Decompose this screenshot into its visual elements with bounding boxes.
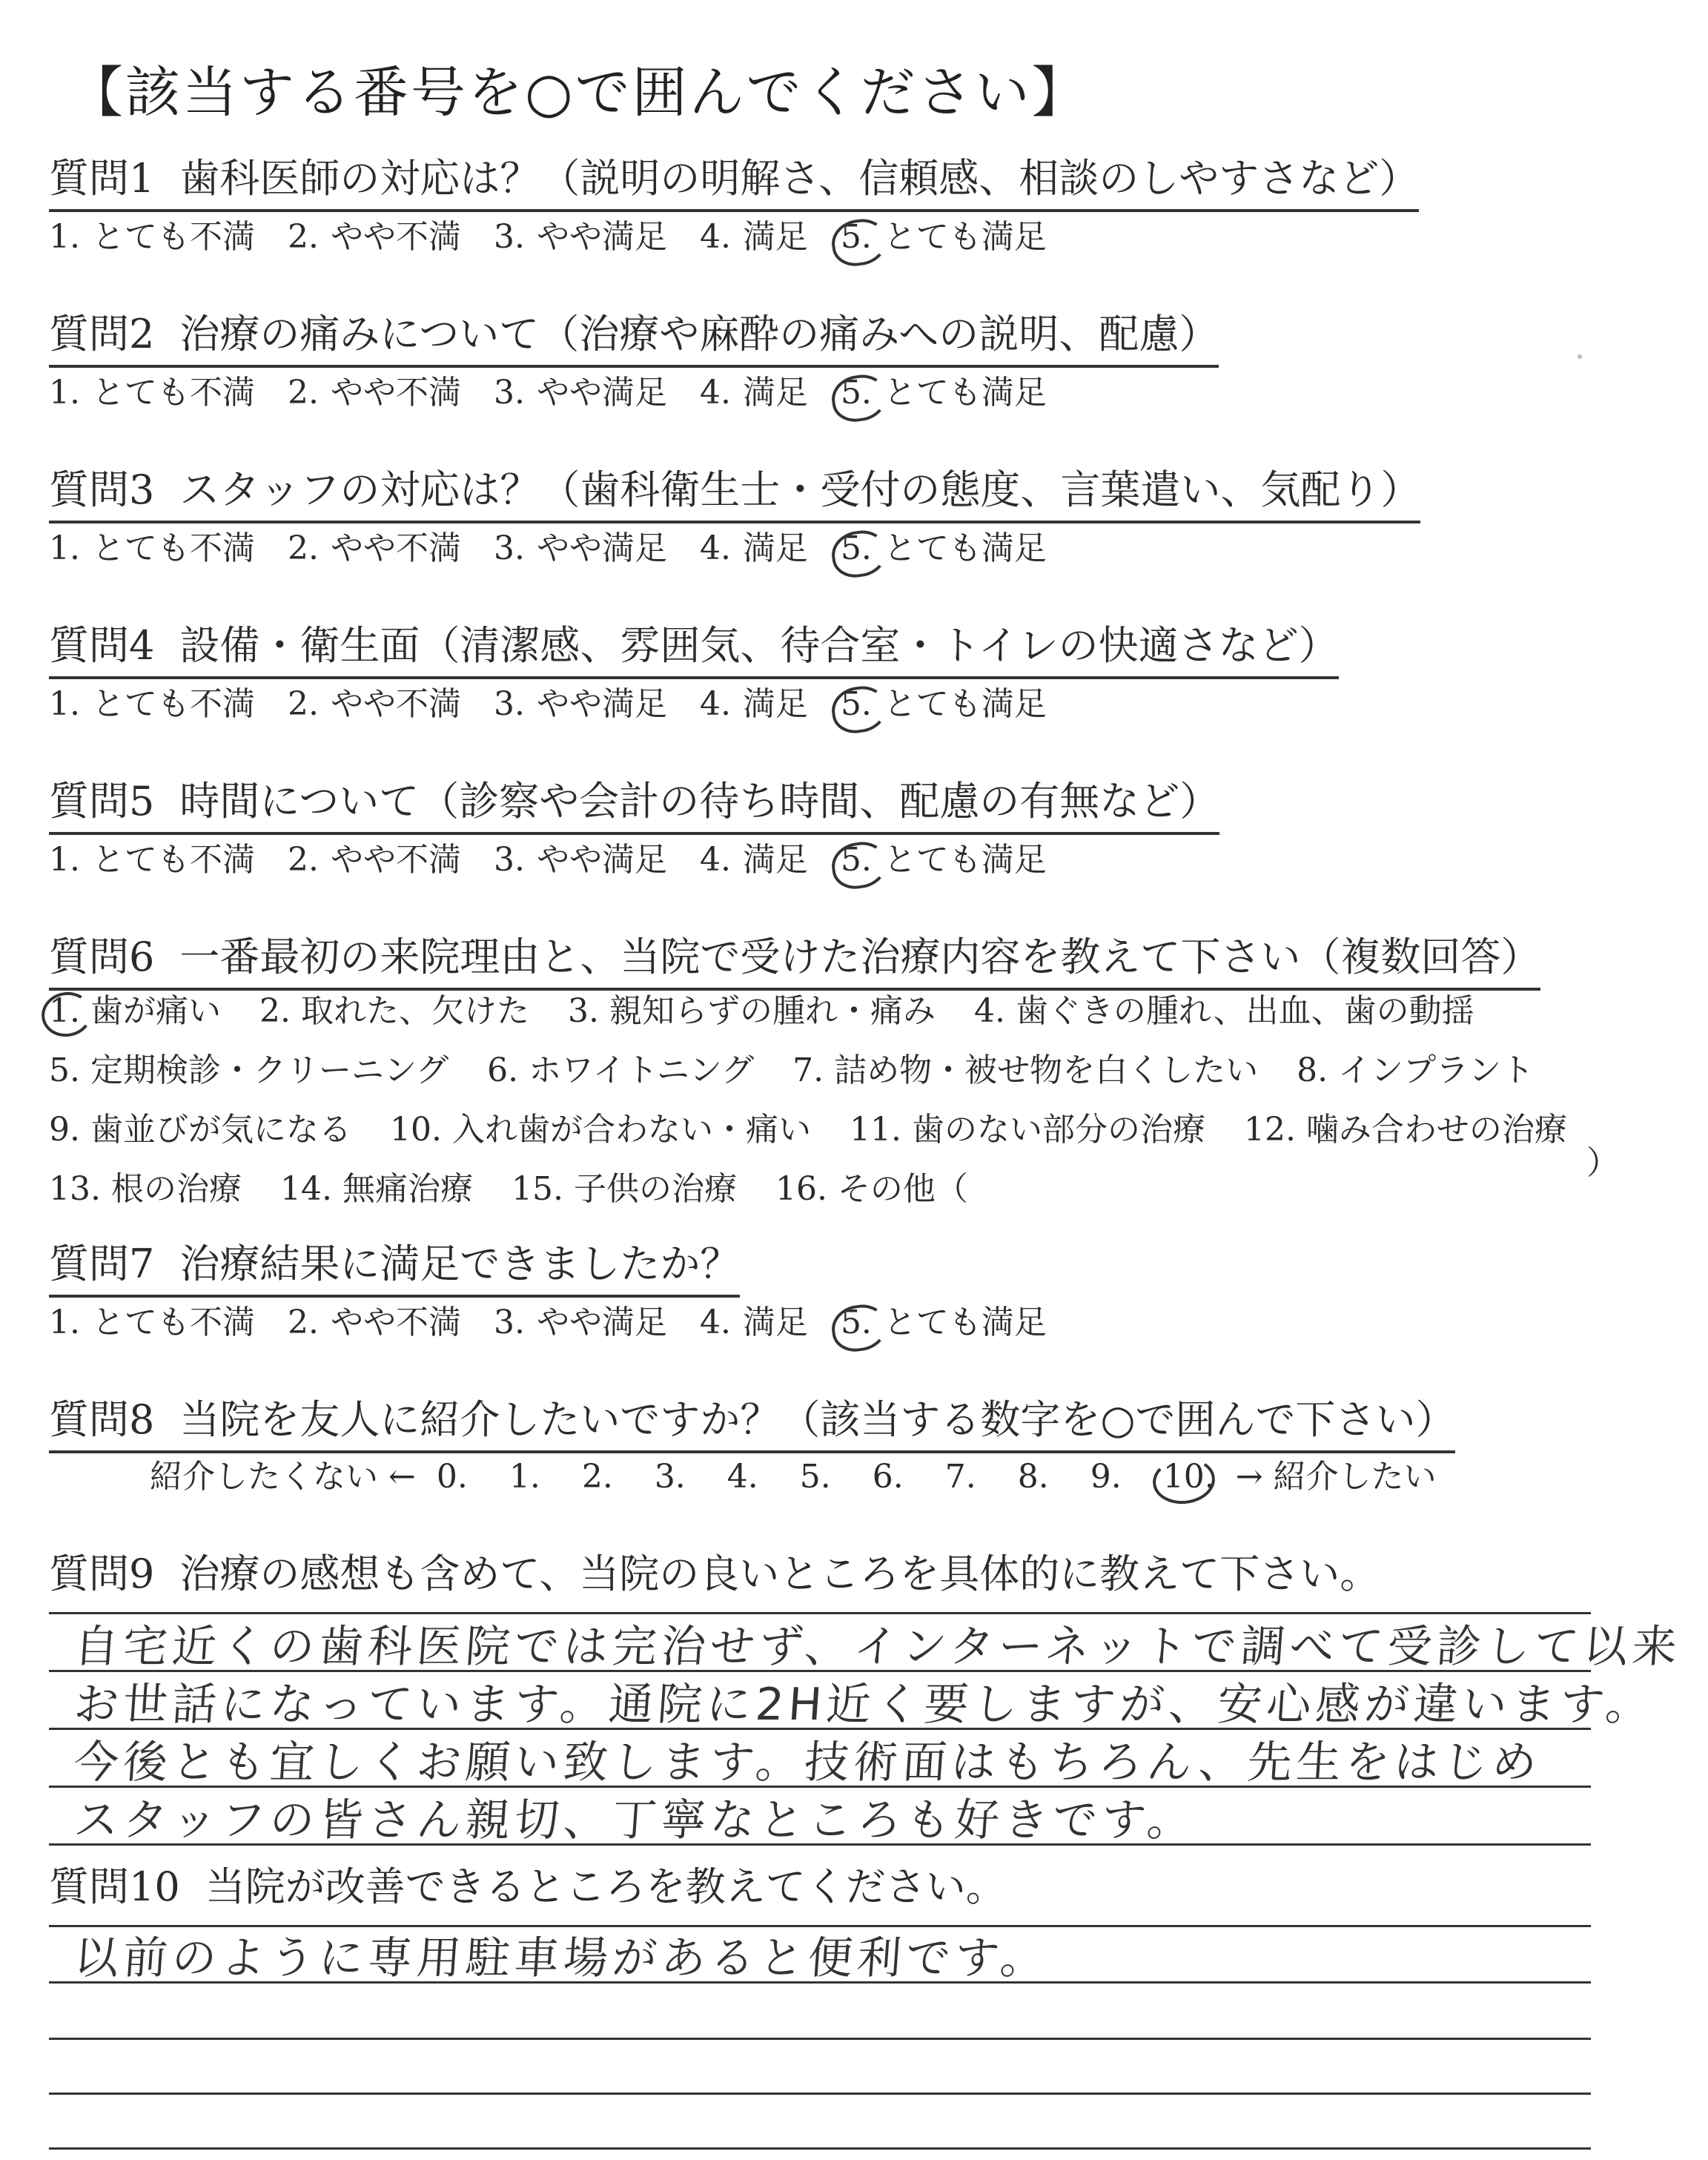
q6-row — [49, 989, 1513, 1034]
option-number: 2. — [287, 841, 319, 879]
q6-option[interactable] — [49, 1048, 448, 1093]
rating-option-2[interactable] — [288, 526, 461, 571]
question-text: 設備・衛生面（清潔感、雰囲気、待合室・トイレの快適さなど） — [179, 622, 1339, 669]
option-label: とても不満 — [91, 529, 255, 567]
scan-dot — [1578, 354, 1582, 359]
option-number: 2. — [287, 218, 319, 256]
option-label: 親知らずの腫れ・痛み — [609, 992, 936, 1030]
option-number: 14. — [279, 1170, 332, 1208]
rating-option-1[interactable] — [49, 682, 255, 727]
rating-option-2[interactable] — [288, 215, 461, 260]
option-number: 1. — [49, 1304, 80, 1341]
option-number: 2. — [287, 529, 319, 567]
question-4-heading — [49, 621, 1339, 679]
recommend-scale — [150, 1455, 1437, 1499]
option-number: 13. — [49, 1170, 101, 1208]
question-text: 一番最初の来院理由と、当院で受けた治療内容を教えて下さい（複数回答） — [179, 934, 1541, 980]
recommend-number[interactable]: 10. — [1163, 1455, 1215, 1499]
option-label: 無痛治療 — [342, 1170, 473, 1208]
q6-option[interactable] — [775, 1167, 968, 1212]
question-number: 質問8 — [49, 1396, 155, 1443]
q6-option[interactable] — [49, 989, 221, 1034]
option-label: 満足 — [742, 1304, 808, 1341]
option-label: とても満足 — [883, 1304, 1047, 1341]
option-label: 入れ歯が合わない・痛い — [451, 1111, 811, 1149]
rating-option-3[interactable] — [494, 682, 667, 727]
rating-option-4[interactable] — [700, 1301, 808, 1345]
question-text: 時間について（診察や会計の待ち時間、配慮の有無など） — [179, 778, 1220, 825]
option-number: 5. — [840, 529, 872, 567]
q6-option[interactable] — [568, 989, 936, 1034]
rating-option-3[interactable] — [494, 526, 667, 571]
rating-option-3[interactable] — [494, 371, 667, 415]
question-text: 治療の感想も含めて、当院の良いところを具体的に教えて下さい。 — [179, 1550, 1380, 1597]
option-number: 5. — [840, 374, 872, 412]
option-number: 5. — [840, 218, 872, 256]
option-label: やや不満 — [330, 841, 461, 879]
question-10-heading — [49, 1863, 1006, 1918]
option-label: やや満足 — [536, 1304, 667, 1341]
option-label: やや不満 — [330, 529, 461, 567]
option-label: とても不満 — [91, 218, 255, 256]
page-title: 【該当する番号を○で囲んでください】 — [68, 61, 1089, 125]
rating-option-4[interactable] — [700, 682, 808, 727]
q6-option[interactable] — [49, 1108, 351, 1152]
question-number: 質問5 — [49, 778, 155, 825]
question-number: 質問7 — [49, 1241, 155, 1287]
option-label: やや満足 — [536, 841, 667, 879]
rating-option-1[interactable] — [49, 215, 255, 260]
question-9-heading — [49, 1550, 1380, 1605]
rating-option-3[interactable] — [494, 1301, 667, 1345]
answer-line — [49, 1612, 1591, 1614]
q6-option[interactable] — [1244, 1108, 1567, 1152]
rating-scale-7 — [49, 1301, 1079, 1345]
recommend-number[interactable]: 9. — [1090, 1458, 1122, 1496]
rating-option-1[interactable] — [49, 371, 255, 415]
question-number: 質問3 — [49, 466, 155, 513]
recommend-number[interactable]: 1. — [509, 1458, 540, 1496]
option-number: 10. — [389, 1111, 442, 1149]
rating-option-4[interactable] — [700, 215, 808, 260]
q9-answer-line: 今後とも宜しくお願い致します。技術面はもちろん、先生をはじめ — [72, 1737, 1543, 1789]
question-5-heading — [49, 777, 1219, 835]
q9-answer-line: 自宅近くの歯科医院では完治せず、インターネットで調べて受診して以来 — [72, 1621, 1684, 1673]
rating-option-2[interactable] — [288, 838, 461, 882]
option-label: やや不満 — [330, 685, 461, 723]
answer-line — [49, 2093, 1591, 2095]
question-3-heading — [49, 466, 1420, 524]
option-number: 1. — [49, 841, 80, 879]
question-number: 質問10 — [49, 1863, 180, 1910]
option-number: 7. — [792, 1051, 824, 1089]
rating-option-4[interactable] — [700, 838, 808, 882]
option-number: 9. — [49, 1111, 80, 1149]
question-8-heading — [49, 1396, 1455, 1453]
option-number: 2. — [287, 374, 319, 412]
option-label: とても不満 — [91, 841, 255, 879]
rating-option-1[interactable] — [49, 526, 255, 571]
question-number: 質問2 — [49, 311, 155, 357]
rating-scale-5 — [49, 838, 1079, 882]
rating-option-3[interactable] — [494, 215, 667, 260]
option-number: 4. — [699, 374, 731, 412]
option-label: とても不満 — [91, 374, 255, 412]
answer-line — [49, 2038, 1591, 2040]
option-number: 2. — [287, 1304, 319, 1341]
option-label: 定期検診・クリーニング — [90, 1051, 449, 1089]
option-number: 4. — [699, 1304, 731, 1341]
option-label: 子供の治療 — [573, 1170, 737, 1208]
rating-option-2[interactable] — [288, 682, 461, 727]
question-number: 質問1 — [49, 155, 155, 202]
option-label: その他（ — [837, 1170, 968, 1208]
option-label: 歯ぐきの腫れ、出血、歯の動揺 — [1015, 992, 1474, 1030]
option-number: 5. — [840, 685, 872, 723]
rating-option-5[interactable] — [841, 1301, 1047, 1345]
option-label: 噛み合わせの治療 — [1305, 1111, 1567, 1149]
question-text: 治療の痛みについて（治療や麻酔の痛みへの説明、配慮） — [179, 311, 1219, 357]
option-number: 3. — [493, 841, 525, 879]
rating-scale-1 — [49, 215, 1079, 260]
rating-option-5[interactable] — [841, 838, 1047, 882]
option-label: とても不満 — [91, 1304, 255, 1341]
option-label: 根の治療 — [110, 1170, 242, 1208]
option-number: 3. — [493, 685, 525, 723]
option-number: 5. — [840, 1304, 872, 1341]
q10-answer-line: 以前のように専用駐車場があると便利です。 — [72, 1932, 1051, 1984]
option-label: 満足 — [742, 841, 808, 879]
option-number: 4. — [699, 685, 731, 723]
question-number: 質問9 — [49, 1550, 155, 1597]
rating-scale-2 — [49, 371, 1079, 415]
rating-option-4[interactable] — [700, 371, 808, 415]
question-number: 質問4 — [49, 622, 155, 669]
option-label: やや満足 — [536, 218, 667, 256]
rating-option-2[interactable] — [288, 371, 461, 415]
rating-scale-4 — [49, 682, 1079, 727]
q6-row — [49, 1167, 1007, 1212]
option-number: 2. — [287, 685, 319, 723]
option-label: とても満足 — [883, 218, 1047, 256]
question-text: スタッフの対応は？（歯科衛生士・受付の態度、言葉遣い、気配り） — [179, 466, 1421, 513]
rating-option-4[interactable] — [700, 526, 808, 571]
answer-line — [49, 2147, 1591, 2150]
option-label: とても満足 — [883, 685, 1047, 723]
option-label: 歯のない部分の治療 — [911, 1111, 1205, 1149]
option-number: 1. — [49, 529, 80, 567]
option-number: 5. — [49, 1051, 80, 1089]
rating-option-1[interactable] — [49, 838, 255, 882]
recommend-number[interactable]: 2. — [581, 1458, 613, 1496]
option-label: とても不満 — [91, 685, 255, 723]
recommend-number[interactable]: 4. — [726, 1458, 758, 1496]
option-label: とても満足 — [883, 374, 1047, 412]
option-label: 詰め物・被せ物を白くしたい — [834, 1051, 1259, 1089]
q6-option[interactable] — [49, 1167, 242, 1212]
option-label: やや満足 — [536, 374, 667, 412]
recommend-number[interactable]: 7. — [944, 1458, 976, 1496]
question-2-heading — [49, 310, 1219, 368]
q6-other-close: ） — [1586, 1144, 1619, 1182]
rating-option-3[interactable] — [494, 838, 667, 882]
option-number: 2. — [259, 992, 291, 1030]
option-label: 歯並びが気になる — [90, 1111, 351, 1149]
option-number: 4. — [699, 218, 731, 256]
option-label: ホワイトニング — [529, 1051, 755, 1089]
option-number: 6. — [487, 1051, 519, 1089]
q9-answer-line: お世話になっています。通院に2H近く要しますが、安心感が違います。 — [72, 1679, 1657, 1731]
question-text: 治療結果に満足できましたか？ — [179, 1241, 741, 1287]
option-number: 12. — [1243, 1111, 1296, 1149]
option-label: やや不満 — [330, 374, 461, 412]
q6-option[interactable] — [390, 1108, 811, 1152]
rating-option-5[interactable] — [841, 682, 1047, 727]
option-label: やや満足 — [536, 529, 667, 567]
question-7-heading — [49, 1240, 740, 1298]
option-number: 1. — [49, 374, 80, 412]
answer-line — [49, 1925, 1591, 1927]
q6-option[interactable] — [974, 989, 1474, 1034]
rating-option-5[interactable] — [841, 371, 1047, 415]
option-number: 1. — [49, 992, 80, 1030]
option-label: 満足 — [742, 374, 808, 412]
q6-option[interactable] — [792, 1048, 1258, 1093]
question-text: 歯科医師の対応は？（説明の明解さ、信頼感、相談のしやすさなど） — [179, 155, 1420, 202]
recommend-right-label: → 紹介したい — [1235, 1458, 1437, 1496]
rating-scale-3 — [49, 526, 1079, 571]
option-label: とても満足 — [883, 841, 1047, 879]
option-label: 取れた、欠けた — [300, 992, 529, 1030]
option-label: 満足 — [742, 685, 808, 723]
option-label: インプラント — [1338, 1051, 1535, 1089]
q6-option[interactable] — [512, 1167, 737, 1212]
q6-option[interactable] — [850, 1108, 1205, 1152]
recommend-number[interactable]: 0. — [436, 1458, 468, 1496]
q6-option[interactable] — [259, 989, 529, 1034]
recommend-left-label: 紹介したくない ← — [150, 1458, 416, 1496]
option-label: とても満足 — [883, 529, 1047, 567]
recommend-number[interactable]: 3. — [654, 1458, 686, 1496]
option-number: 8. — [1297, 1051, 1328, 1089]
question-text: 当院を友人に紹介したいですか？（該当する数字を○で囲んで下さい） — [179, 1396, 1456, 1443]
q6-option[interactable] — [487, 1048, 754, 1093]
option-number: 4. — [973, 992, 1005, 1030]
option-number: 4. — [699, 841, 731, 879]
q6-option[interactable] — [280, 1167, 473, 1212]
option-number: 15. — [511, 1170, 563, 1208]
question-number: 質問6 — [49, 934, 155, 980]
option-label: やや不満 — [330, 1304, 461, 1341]
option-number: 3. — [493, 374, 525, 412]
option-number: 3. — [493, 1304, 525, 1341]
option-label: やや不満 — [330, 218, 461, 256]
option-label: 満足 — [742, 529, 808, 567]
option-number: 5. — [840, 841, 872, 879]
recommend-number[interactable]: 8. — [1017, 1458, 1049, 1496]
rating-option-2[interactable] — [288, 1301, 461, 1345]
question-text: 当院が改善できるところを教えてください。 — [205, 1863, 1006, 1910]
option-label: 満足 — [742, 218, 808, 256]
q6-option[interactable] — [1297, 1048, 1534, 1093]
question-1-heading — [49, 154, 1419, 212]
option-label: 歯が痛い — [90, 992, 221, 1030]
option-number: 16. — [775, 1170, 827, 1208]
option-number: 3. — [567, 992, 599, 1030]
q6-row — [49, 1048, 1572, 1093]
rating-option-5[interactable] — [841, 526, 1047, 571]
recommend-number[interactable]: 6. — [872, 1458, 904, 1496]
q6-row — [49, 1108, 1606, 1152]
option-label: やや満足 — [536, 685, 667, 723]
rating-option-5[interactable] — [841, 215, 1047, 260]
option-number: 4. — [699, 529, 731, 567]
recommend-number[interactable]: 5. — [799, 1458, 831, 1496]
option-number: 3. — [493, 218, 525, 256]
question-6-heading — [49, 933, 1540, 991]
option-number: 3. — [493, 529, 525, 567]
option-number: 11. — [849, 1111, 901, 1149]
q9-answer-line: スタッフの皆さん親切、丁寧なところも好きです。 — [72, 1794, 1198, 1846]
option-number: 1. — [49, 685, 80, 723]
rating-option-1[interactable] — [49, 1301, 255, 1345]
option-number: 1. — [49, 218, 80, 256]
